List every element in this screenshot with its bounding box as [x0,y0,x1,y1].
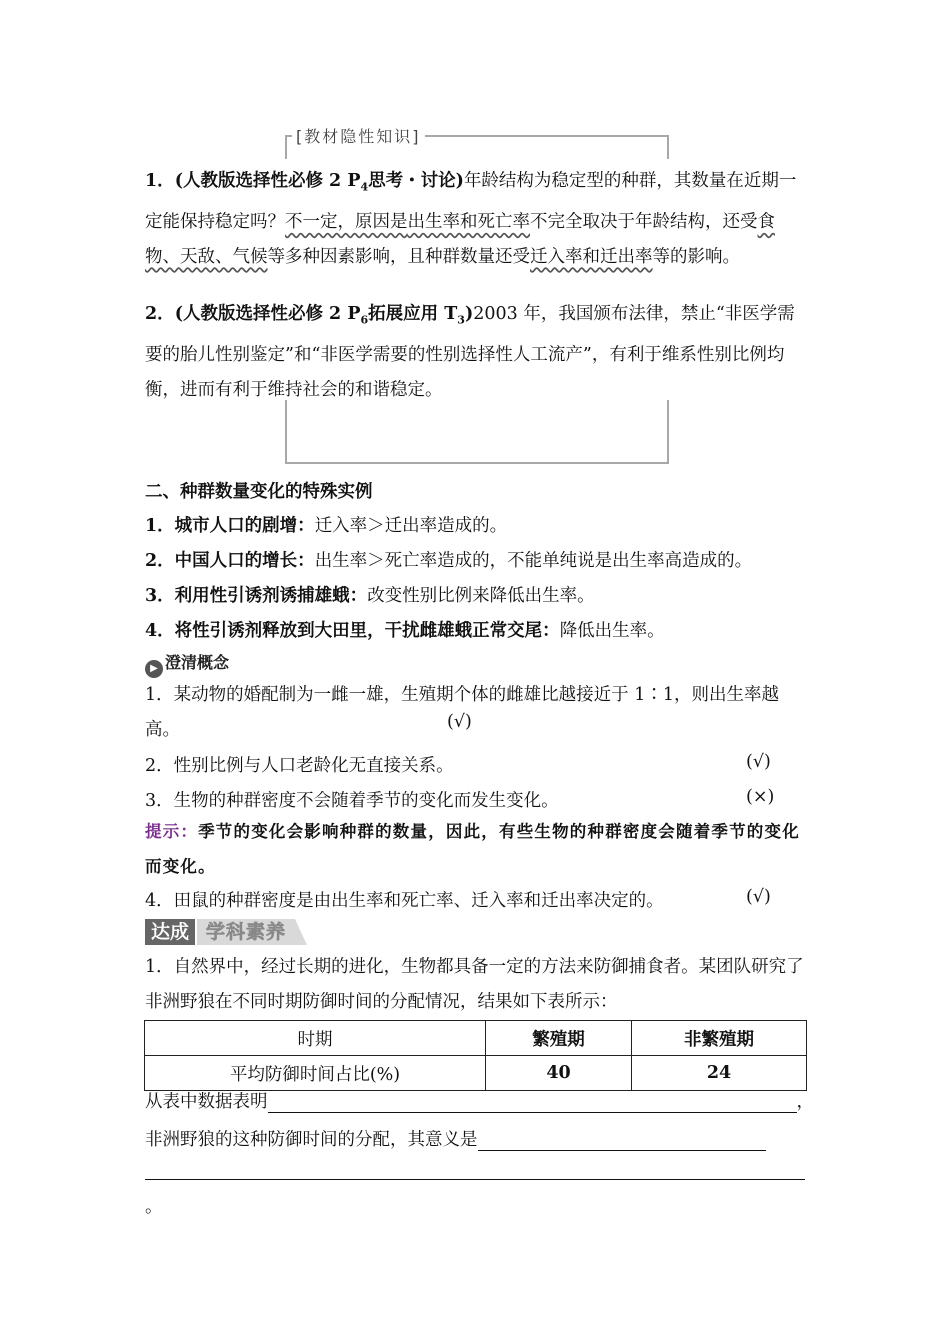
exercise-question-1: 从表中数据表明 ， [145,1092,814,1112]
exercise-intro: 1．自然界中，经过长期的进化，生物都具备一定的方法来防御捕食者。某团队研究了非洲野狼在不同时期防御时间的分配情况，结果如下表所示： [145,957,804,1012]
clarify-item-3-mark: (×) [746,787,775,807]
section-2-item-4: 4．将性引诱剂释放到大田里，干扰雌雄蛾正常交尾：降低出生率。 [145,621,665,641]
clarify-item-4-mark: (√) [746,887,771,907]
table-header-cell: 繁殖期 [486,1021,632,1056]
table-row [145,1056,807,1091]
knowledge-frame-bottom [285,400,669,464]
knowledge-item-1: 1．(人教版选择性必修 2 $P_4$思考・讨论)年龄结构为稳定型的种群，其数量在近期一定能保持稳定吗？不一定，原因是出生率和死亡率不完全取决于年龄结构，还受食物、天敌、气候等多种因素影响，且种群数量还受迁入率和迁出率等的影响。 [145,171,797,267]
table-header-cell: 时期 [145,1021,486,1056]
section-2-item-3: 3．利用性引诱剂诱捕雄蛾：改变性别比例来降低出生率。 [145,586,595,606]
clarify-item-1: 1．某动物的婚配制为一雌一雄，生殖期个体的雌雄比越接近于 1∶1，则出生率越高。 [145,685,779,740]
table-row-label: 平均防御时间占比(%) [145,1056,486,1091]
section-2-item-1: 1．城市人口的剧增：迁入率＞迁出率造成的。 [145,516,508,536]
table-cell-non-breeding: 24 [632,1056,807,1091]
section-banner: 达成 学科素养 [145,919,305,945]
hint-label: 提示： [145,822,199,841]
clarify-item-4: 4．田鼠的种群密度是由出生率和死亡率、迁入率和迁出率决定的。 [145,891,664,911]
answer-blank-3[interactable] [145,1161,805,1180]
clarify-item-2: 2．性别比例与人口老龄化无直接关系。 [145,756,454,776]
answer-blank-2[interactable] [478,1132,766,1151]
clarify-heading: ▶ 澄清概念 [145,650,229,678]
clarify-item-3: 3．生物的种群密度不会随着季节的变化而发生变化。 [145,791,559,811]
knowledge-frame-label: [教材隐性知识] [292,124,425,147]
exercise-end-mark: 。 [145,1197,163,1217]
table-cell-breeding: 40 [486,1056,632,1091]
defense-time-table [144,1020,807,1091]
section-2-item-2: 2．中国人口的增长：出生率＞死亡率造成的，不能单纯说是出生率高造成的。 [145,551,753,571]
clarify-item-2-mark: (√) [746,752,771,772]
clarify-item-1-mark: (√) [447,712,472,732]
clarify-hint: 提示：季节的变化会影响种群的数量，因此，有些生物的种群密度会随着季节的变化而变化。 [145,822,800,876]
section-2-title: 二、种群数量变化的特殊实例 [145,482,373,502]
table-header-cell: 非繁殖期 [632,1021,807,1056]
exercise-question-2: 非洲野狼的这种防御时间的分配，其意义是 [145,1126,766,1151]
play-circle-icon: ▶ [145,660,163,678]
knowledge-item-2: 2．(人教版选择性必修 2 $P_6$拓展应用 $T_3)2003$ 年，我国颁布法律，禁止“非医学需要的胎儿性别鉴定”和“非医学需要的性别选择性人工流产”，有利于维系性别比例均衡，进而有利于维持社会的和谐稳定。 [145,304,795,400]
exercise-answer-line [145,1160,805,1180]
table-header-row [145,1021,807,1056]
answer-blank-1[interactable] [268,1094,797,1113]
